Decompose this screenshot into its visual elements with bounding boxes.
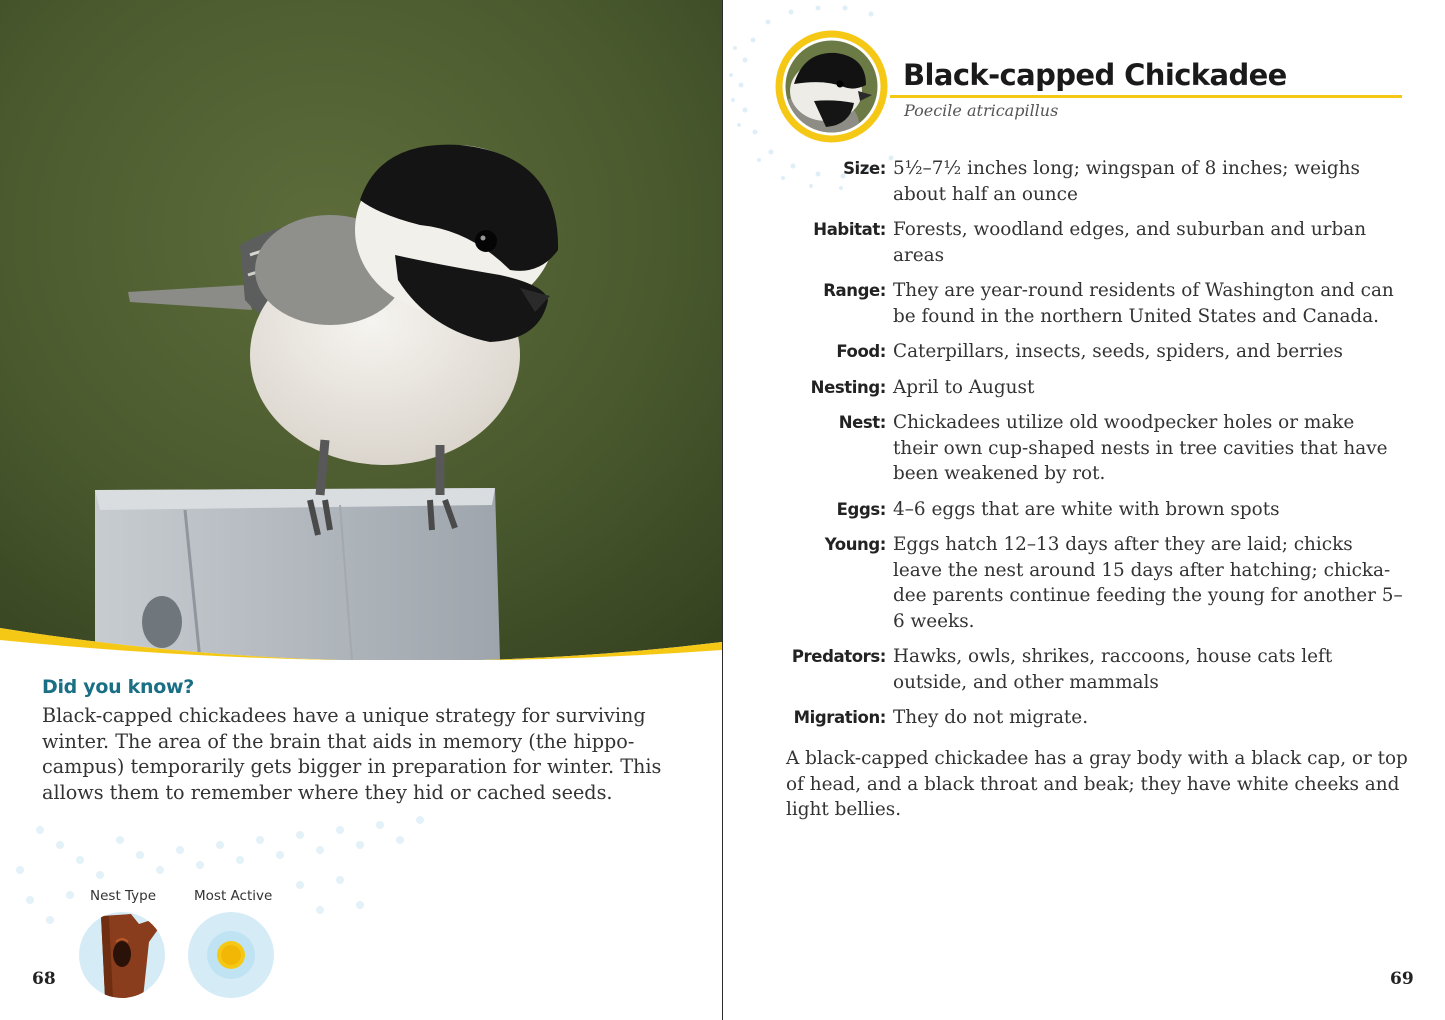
fact-value: April to August <box>893 376 1035 398</box>
scientific-name: Poecile atricapillus <box>904 101 1059 120</box>
fact-label: Nesting: <box>810 377 886 397</box>
sun-icon <box>188 912 274 998</box>
fact-label: Predators: <box>791 647 886 666</box>
fact-label: Size: <box>843 159 886 178</box>
did-you-know-title: Did you know? <box>42 676 194 698</box>
fact-label: Nest: <box>838 413 886 432</box>
fact-label: Food: <box>836 342 886 361</box>
fact-row <box>760 644 1420 695</box>
fact-value: They do not migrate. <box>893 707 1089 728</box>
species-description: A black-capped chickadee has a gray body with a black cap, or top of head, and a black throat and beak; they have white cheeks and light bellies. <box>786 748 1408 820</box>
fact-value: They are year-round residents of Washington and can be found in the northern United States and Canada. <box>893 280 1394 327</box>
page-number-left: 68 <box>32 969 56 989</box>
fact-row <box>760 217 1420 268</box>
fact-row <box>760 339 1420 365</box>
nest-type-badge <box>79 912 165 998</box>
title-underline <box>890 95 1402 98</box>
chickadee-on-post-photo <box>0 0 722 660</box>
fact-label: Young: <box>824 535 886 554</box>
did-you-know-text: Black-capped chickadees have a unique strategy for surviving winter. The area of the brain that aids in memory (the hippo-campus) temporarily gets bigger in preparation for winter. This allows them to remember where they hid or cached seeds. <box>42 704 662 804</box>
fact-value: Eggs hatch 12–13 days after they are laid; chicks leave the nest around 15 days after hatching; chicka-dee parents continue feeding the young for another 5–6 weeks. <box>893 534 1403 632</box>
nest-type-label: Nest Type <box>90 888 157 904</box>
fact-value: Hawks, owls, shrikes, raccoons, house cats left outside, and other mammals <box>893 646 1333 693</box>
fact-label: Migration: <box>793 708 886 727</box>
fact-row <box>760 278 1420 329</box>
fact-row <box>760 532 1420 634</box>
fact-label: Eggs: <box>836 499 886 519</box>
species-title: Black-capped Chickadee <box>903 58 1287 92</box>
fact-row <box>760 156 1420 207</box>
tree-cavity-icon <box>79 912 165 998</box>
fact-value: Forests, woodland edges, and suburban and urban areas <box>893 219 1367 266</box>
fact-list <box>760 156 1420 741</box>
most-active-label: Most Active <box>194 888 273 904</box>
fact-value: 4–6 eggs that are white with brown spots <box>893 498 1280 520</box>
chickadee-portrait <box>774 29 889 144</box>
fact-row <box>760 375 1420 401</box>
most-active-badge <box>188 912 274 998</box>
fact-value: 5½–7½ inches long; wingspan of 8 inches; weighs about half an ounce <box>893 158 1360 205</box>
fact-label: Range: <box>823 281 886 300</box>
left-page <box>0 0 722 1020</box>
fact-row <box>760 497 1420 523</box>
fact-row <box>760 705 1420 731</box>
fact-value: Chickadees utilize old woodpecker holes or make their own cup-shaped nests in tree cavities that have been weakened by rot. <box>893 412 1388 484</box>
fact-value: Caterpillars, insects, seeds, spiders, and berries <box>893 341 1343 362</box>
fact-row <box>760 410 1420 487</box>
page-number-right: 69 <box>1390 969 1414 989</box>
fact-label: Habitat: <box>813 220 886 239</box>
